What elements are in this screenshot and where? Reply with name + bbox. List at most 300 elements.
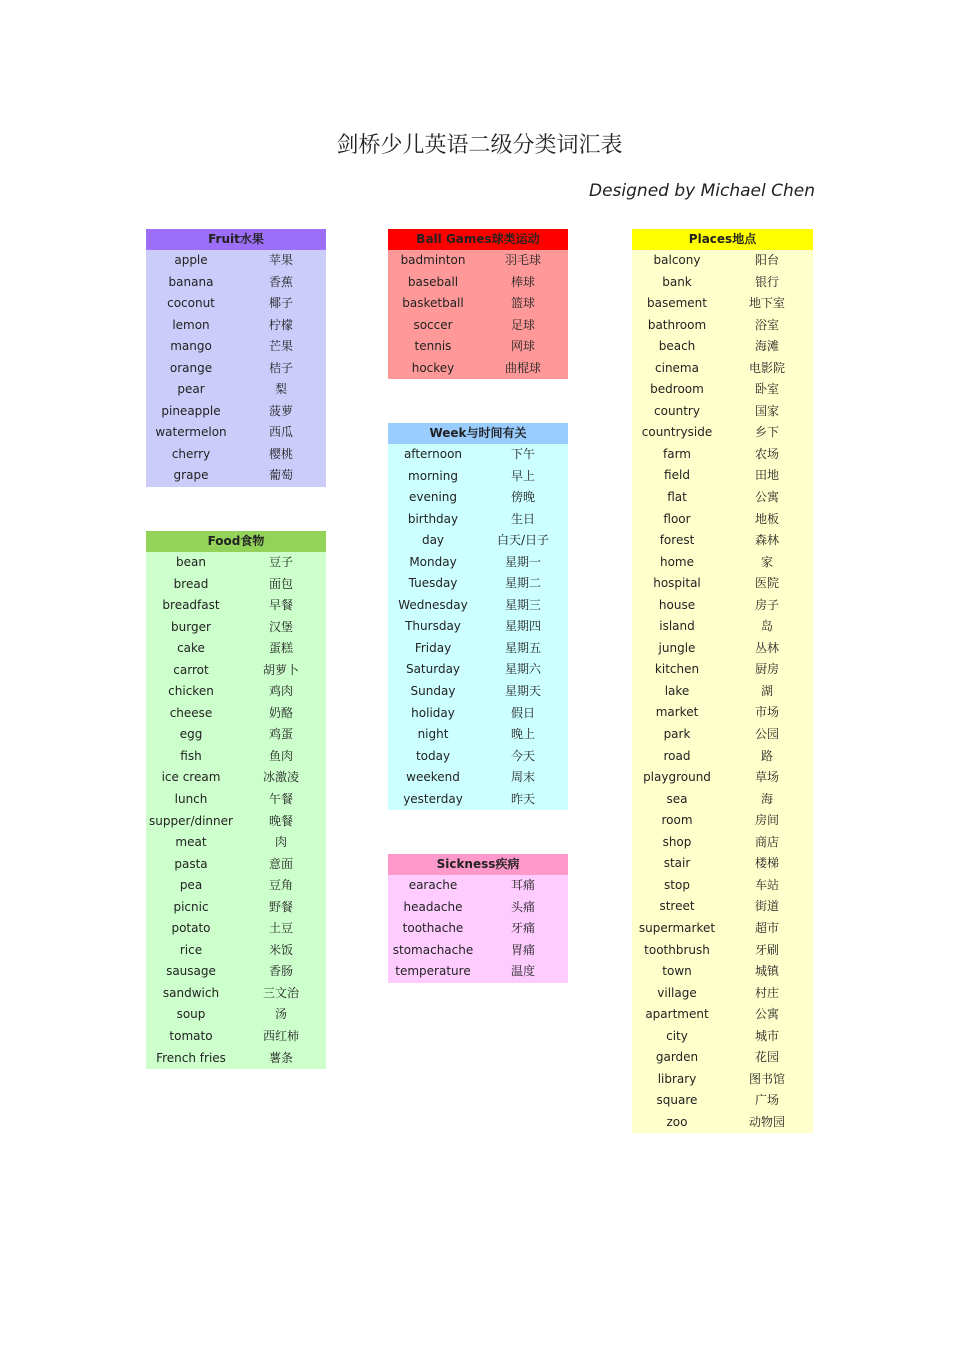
english-word: market xyxy=(655,705,699,720)
table-row xyxy=(632,1069,813,1091)
chinese-word: 意面 xyxy=(268,856,293,871)
english-word: island xyxy=(659,619,695,634)
table-row xyxy=(632,530,813,552)
english-word: sandwich xyxy=(162,985,220,1000)
table-header: Ball Games球类运动 xyxy=(388,229,568,250)
chinese-word: 豆角 xyxy=(268,878,293,893)
chinese-word: 三文治 xyxy=(262,985,299,1000)
english-word: beach xyxy=(658,339,696,354)
chinese-word: 晚上 xyxy=(510,727,535,742)
table-row xyxy=(632,379,813,401)
fruit-table xyxy=(146,229,326,487)
english-word: field xyxy=(664,468,690,483)
table-row xyxy=(388,530,568,552)
table-row xyxy=(632,444,813,466)
english-word: day xyxy=(421,533,445,548)
table-row xyxy=(632,250,813,272)
chinese-word: 网球 xyxy=(510,339,535,354)
table-row xyxy=(388,466,568,488)
table-row xyxy=(146,336,326,358)
chinese-word: 星期四 xyxy=(504,619,541,634)
english-word: chicken xyxy=(168,684,214,699)
chinese-word: 星期一 xyxy=(504,554,541,569)
english-word: home xyxy=(659,554,695,569)
english-word: pineapple xyxy=(161,403,221,418)
english-word: sea xyxy=(666,791,688,806)
chinese-word: 冰激凌 xyxy=(262,770,299,785)
chinese-word: 农场 xyxy=(754,446,779,461)
chinese-word: 假日 xyxy=(510,705,535,720)
chinese-word: 头痛 xyxy=(510,899,535,914)
english-word: supermarket xyxy=(638,920,716,935)
table-row xyxy=(632,1112,813,1134)
table-row xyxy=(388,659,568,681)
chinese-word: 羽毛球 xyxy=(504,253,541,267)
chinese-word: 厨房 xyxy=(754,662,779,677)
chinese-word: 肉 xyxy=(274,835,287,850)
english-word: watermelon xyxy=(155,425,227,440)
chinese-word: 汉堡 xyxy=(268,619,293,634)
chinese-word: 牙刷 xyxy=(754,942,779,957)
english-word: mango xyxy=(170,339,212,354)
chinese-word: 商店 xyxy=(754,834,779,849)
table-row xyxy=(146,660,326,682)
english-word: cheese xyxy=(169,705,213,720)
table-header: Week与时间有关 xyxy=(388,423,568,444)
english-word: bank xyxy=(662,274,692,289)
english-word: meat xyxy=(175,835,207,850)
english-word: fish xyxy=(180,748,202,763)
ball-games-table xyxy=(388,229,568,379)
chinese-word: 汤 xyxy=(274,1007,287,1022)
english-word: weekend xyxy=(406,770,460,785)
chinese-word: 地下室 xyxy=(748,296,785,311)
table-row xyxy=(146,358,326,380)
chinese-word: 菠萝 xyxy=(268,403,293,418)
table-row xyxy=(388,746,568,768)
table-row xyxy=(632,401,813,423)
table-row xyxy=(388,681,568,703)
chinese-word: 曲棍球 xyxy=(504,360,541,375)
english-word: house xyxy=(658,597,696,612)
english-word: pear xyxy=(177,382,205,397)
chinese-word: 牙痛 xyxy=(510,921,535,936)
table-row xyxy=(146,379,326,401)
table-row xyxy=(146,832,326,854)
english-word: street xyxy=(659,899,695,914)
table-row xyxy=(388,509,568,531)
sickness-table xyxy=(388,854,568,983)
english-word: temperature xyxy=(395,964,471,979)
english-word: potato xyxy=(171,921,211,936)
chinese-word: 星期二 xyxy=(504,576,541,591)
english-word: earache xyxy=(408,878,458,892)
chinese-word: 耳痛 xyxy=(510,878,535,892)
table-row xyxy=(146,401,326,423)
english-word: morning xyxy=(408,468,458,483)
english-word: stair xyxy=(663,856,691,871)
chinese-word: 岛 xyxy=(760,619,773,634)
table-row xyxy=(388,293,568,315)
chinese-word: 乡下 xyxy=(754,425,779,440)
english-word: cinema xyxy=(655,360,699,375)
english-word: road xyxy=(663,748,691,763)
table-row xyxy=(632,422,813,444)
table-body xyxy=(388,444,568,810)
table-row xyxy=(388,487,568,509)
food-table xyxy=(146,531,326,1069)
chinese-word: 胡萝卜 xyxy=(262,662,299,677)
table-row xyxy=(146,1026,326,1048)
table-row xyxy=(388,336,568,358)
english-word: village xyxy=(657,985,697,1000)
chinese-word: 野餐 xyxy=(268,899,293,914)
table-row xyxy=(632,293,813,315)
chinese-word: 葡萄 xyxy=(268,468,293,483)
english-word: bean xyxy=(176,555,206,569)
english-word: holiday xyxy=(411,705,455,720)
table-body xyxy=(388,250,568,379)
chinese-word: 市场 xyxy=(754,705,779,720)
chinese-word: 周末 xyxy=(510,770,535,785)
table-row xyxy=(632,1090,813,1112)
page-title: 剑桥少儿英语二级分类词汇表 xyxy=(336,133,623,158)
table-row xyxy=(632,789,813,811)
table-row xyxy=(146,638,326,660)
table-row xyxy=(146,746,326,768)
english-word: grape xyxy=(173,468,209,483)
table-row xyxy=(146,595,326,617)
chinese-word: 森林 xyxy=(754,533,779,548)
chinese-word: 香蕉 xyxy=(268,274,293,289)
chinese-word: 早上 xyxy=(510,468,535,483)
table-row xyxy=(632,1047,813,1069)
table-row xyxy=(632,552,813,574)
table-body xyxy=(146,552,326,1069)
english-word: yesterday xyxy=(403,791,463,806)
chinese-word: 米饭 xyxy=(268,942,293,957)
english-word: baseball xyxy=(407,274,459,289)
chinese-word: 土豆 xyxy=(268,921,293,936)
chinese-word: 车站 xyxy=(754,877,779,892)
table-row xyxy=(146,293,326,315)
english-word: hospital xyxy=(653,576,701,591)
table-row xyxy=(146,811,326,833)
table-body xyxy=(632,250,813,1133)
table-row xyxy=(146,422,326,444)
chinese-word: 动物园 xyxy=(748,1114,785,1129)
chinese-word: 奶酪 xyxy=(268,705,293,720)
table-row xyxy=(388,724,568,746)
table-row xyxy=(146,724,326,746)
table-row xyxy=(388,767,568,789)
english-word: apple xyxy=(174,253,208,267)
english-word: country xyxy=(654,403,700,418)
chinese-word: 豆子 xyxy=(268,555,293,569)
table-row xyxy=(632,853,813,875)
english-word: picnic xyxy=(173,899,209,914)
chinese-word: 浴室 xyxy=(754,317,779,332)
table-row xyxy=(388,616,568,638)
english-word: forest xyxy=(659,533,695,548)
table-row xyxy=(146,574,326,596)
chinese-word: 电影院 xyxy=(748,360,785,375)
table-row xyxy=(632,724,813,746)
english-word: tomato xyxy=(169,1029,213,1044)
english-word: pea xyxy=(179,878,203,893)
english-word: Tuesday xyxy=(408,576,458,591)
english-word: playground xyxy=(643,770,711,785)
chinese-word: 房间 xyxy=(754,813,779,828)
english-word: Saturday xyxy=(405,662,461,677)
chinese-word: 樱桃 xyxy=(268,446,293,461)
table-row xyxy=(146,1004,326,1026)
table-row xyxy=(632,638,813,660)
chinese-word: 国家 xyxy=(754,403,779,418)
chinese-word: 城市 xyxy=(754,1028,779,1043)
table-row xyxy=(146,983,326,1005)
chinese-word: 薯条 xyxy=(268,1050,293,1065)
english-word: tennis xyxy=(414,339,452,354)
table-row xyxy=(632,465,813,487)
table-row xyxy=(632,659,813,681)
week-table xyxy=(388,423,568,810)
table-row xyxy=(146,703,326,725)
chinese-word: 公寓 xyxy=(754,1007,779,1022)
english-word: carrot xyxy=(173,662,209,677)
english-word: room xyxy=(661,813,693,828)
table-row xyxy=(146,552,326,574)
table-row xyxy=(388,703,568,725)
chinese-word: 晚餐 xyxy=(268,813,293,828)
table-row xyxy=(632,961,813,983)
english-word: burger xyxy=(171,619,211,634)
chinese-word: 早餐 xyxy=(268,598,293,613)
chinese-word: 星期六 xyxy=(504,662,541,677)
english-word: basement xyxy=(647,296,707,311)
chinese-word: 湖 xyxy=(760,683,773,698)
chinese-word: 桔子 xyxy=(268,360,293,375)
table-row xyxy=(146,854,326,876)
table-row xyxy=(388,875,568,897)
english-word: birthday xyxy=(407,511,459,526)
chinese-word: 医院 xyxy=(754,576,779,591)
english-word: kitchen xyxy=(654,662,700,677)
chinese-word: 今天 xyxy=(510,748,535,763)
table-row xyxy=(146,1048,326,1070)
chinese-word: 梨 xyxy=(274,382,287,397)
chinese-word: 海 xyxy=(760,791,773,806)
chinese-word: 房子 xyxy=(754,597,779,612)
table-row xyxy=(146,897,326,919)
english-word: apartment xyxy=(645,1007,709,1022)
english-word: floor xyxy=(663,511,691,526)
english-word: rice xyxy=(179,942,203,957)
chinese-word: 下午 xyxy=(510,447,535,461)
chinese-word: 村庄 xyxy=(754,985,779,1000)
table-row xyxy=(146,681,326,703)
chinese-word: 面包 xyxy=(268,576,293,591)
table-row xyxy=(388,315,568,337)
table-row xyxy=(632,681,813,703)
english-word: stop xyxy=(664,877,690,892)
chinese-word: 西瓜 xyxy=(268,425,293,440)
table-row xyxy=(388,638,568,660)
table-row xyxy=(146,272,326,294)
chinese-word: 星期五 xyxy=(504,640,541,655)
places-table xyxy=(632,229,813,1133)
chinese-word: 香肠 xyxy=(268,964,293,979)
chinese-word: 花园 xyxy=(754,1050,779,1065)
chinese-word: 足球 xyxy=(510,317,535,332)
chinese-word: 生日 xyxy=(510,511,535,526)
english-word: lake xyxy=(664,683,690,698)
chinese-word: 超市 xyxy=(754,920,779,935)
english-word: sausage xyxy=(166,964,216,979)
english-word: pasta xyxy=(174,856,208,871)
table-row xyxy=(632,832,813,854)
table-row xyxy=(146,875,326,897)
english-word: banana xyxy=(168,274,214,289)
chinese-word: 午餐 xyxy=(268,792,293,807)
table-row xyxy=(388,961,568,983)
table-row xyxy=(146,940,326,962)
table-row xyxy=(146,250,326,272)
chinese-word: 胃痛 xyxy=(510,942,535,957)
table-row xyxy=(388,789,568,811)
chinese-word: 图书馆 xyxy=(748,1071,785,1086)
english-word: breadfast xyxy=(162,598,220,613)
table-row xyxy=(632,767,813,789)
chinese-word: 白天/日子 xyxy=(496,533,550,548)
english-word: egg xyxy=(179,727,203,742)
table-row xyxy=(632,702,813,724)
chinese-word: 棒球 xyxy=(510,274,535,289)
english-word: shop xyxy=(662,834,692,849)
table-row xyxy=(632,487,813,509)
english-word: coconut xyxy=(167,296,215,311)
english-word: park xyxy=(663,727,691,742)
english-word: city xyxy=(666,1028,688,1043)
table-row xyxy=(632,509,813,531)
table-row xyxy=(632,983,813,1005)
table-row xyxy=(632,272,813,294)
english-word: bedroom xyxy=(650,382,704,397)
chinese-word: 家 xyxy=(760,554,773,569)
chinese-word: 星期三 xyxy=(504,597,541,612)
table-row xyxy=(388,595,568,617)
chinese-word: 卧室 xyxy=(754,382,779,397)
english-word: garden xyxy=(655,1050,699,1065)
table-body xyxy=(146,250,326,487)
table-row xyxy=(632,918,813,940)
english-word: Sunday xyxy=(410,684,456,699)
chinese-word: 鸡肉 xyxy=(268,684,293,699)
english-word: flat xyxy=(667,490,687,505)
english-word: ice cream xyxy=(161,770,221,785)
chinese-word: 星期天 xyxy=(504,684,541,699)
chinese-word: 苹果 xyxy=(268,253,293,267)
table-row xyxy=(388,272,568,294)
english-word: bread xyxy=(173,576,209,591)
english-word: jungle xyxy=(658,640,696,655)
chinese-word: 西红柿 xyxy=(262,1029,299,1044)
table-row xyxy=(146,789,326,811)
english-word: today xyxy=(415,748,451,763)
author-byline: Designed by Michael Chen xyxy=(589,181,815,201)
table-row xyxy=(632,573,813,595)
chinese-word: 路 xyxy=(760,748,773,763)
chinese-word: 阳台 xyxy=(754,253,779,267)
english-word: French fries xyxy=(156,1050,226,1065)
table-row xyxy=(632,810,813,832)
chinese-word: 丛林 xyxy=(754,640,779,655)
chinese-word: 地板 xyxy=(754,511,779,526)
english-word: balcony xyxy=(653,253,701,267)
english-word: headache xyxy=(403,899,463,914)
table-row xyxy=(632,358,813,380)
english-word: lemon xyxy=(172,317,210,332)
chinese-word: 草场 xyxy=(754,770,779,785)
english-word: hockey xyxy=(411,360,455,375)
english-word: afternoon xyxy=(403,447,463,461)
english-word: soccer xyxy=(413,317,453,332)
english-word: library xyxy=(657,1071,697,1086)
table-row xyxy=(146,465,326,487)
english-word: supper/dinner xyxy=(149,813,233,828)
chinese-word: 广场 xyxy=(754,1093,779,1108)
english-word: toothbrush xyxy=(644,942,710,957)
table-row xyxy=(632,746,813,768)
chinese-word: 鸡蛋 xyxy=(268,727,293,742)
table-header: Sickness疾病 xyxy=(388,854,568,875)
table-row xyxy=(388,918,568,940)
chinese-word: 傍晚 xyxy=(510,490,535,505)
english-word: lunch xyxy=(174,792,208,807)
table-row xyxy=(388,358,568,380)
table-header: Fruit水果 xyxy=(146,229,326,250)
table-row xyxy=(632,1004,813,1026)
english-word: badminton xyxy=(400,253,466,267)
english-word: Monday xyxy=(409,554,457,569)
table-row xyxy=(146,767,326,789)
chinese-word: 海滩 xyxy=(754,339,779,354)
table-row xyxy=(146,444,326,466)
chinese-word: 城镇 xyxy=(754,964,779,979)
english-word: evening xyxy=(408,490,458,505)
english-word: square xyxy=(656,1093,698,1108)
chinese-word: 公寓 xyxy=(754,490,779,505)
table-row xyxy=(388,940,568,962)
chinese-word: 温度 xyxy=(510,964,535,979)
chinese-word: 公园 xyxy=(754,727,779,742)
table-row xyxy=(388,897,568,919)
table-row xyxy=(632,315,813,337)
chinese-word: 芒果 xyxy=(268,339,293,354)
table-row xyxy=(632,336,813,358)
english-word: town xyxy=(662,964,692,979)
table-body xyxy=(388,875,568,983)
english-word: Friday xyxy=(414,640,452,655)
table-row xyxy=(388,573,568,595)
english-word: soup xyxy=(176,1007,206,1022)
english-word: farm xyxy=(663,446,691,461)
table-row xyxy=(146,315,326,337)
english-word: toothache xyxy=(402,921,464,936)
chinese-word: 昨天 xyxy=(510,791,535,806)
chinese-word: 楼梯 xyxy=(754,856,779,871)
table-row xyxy=(632,595,813,617)
